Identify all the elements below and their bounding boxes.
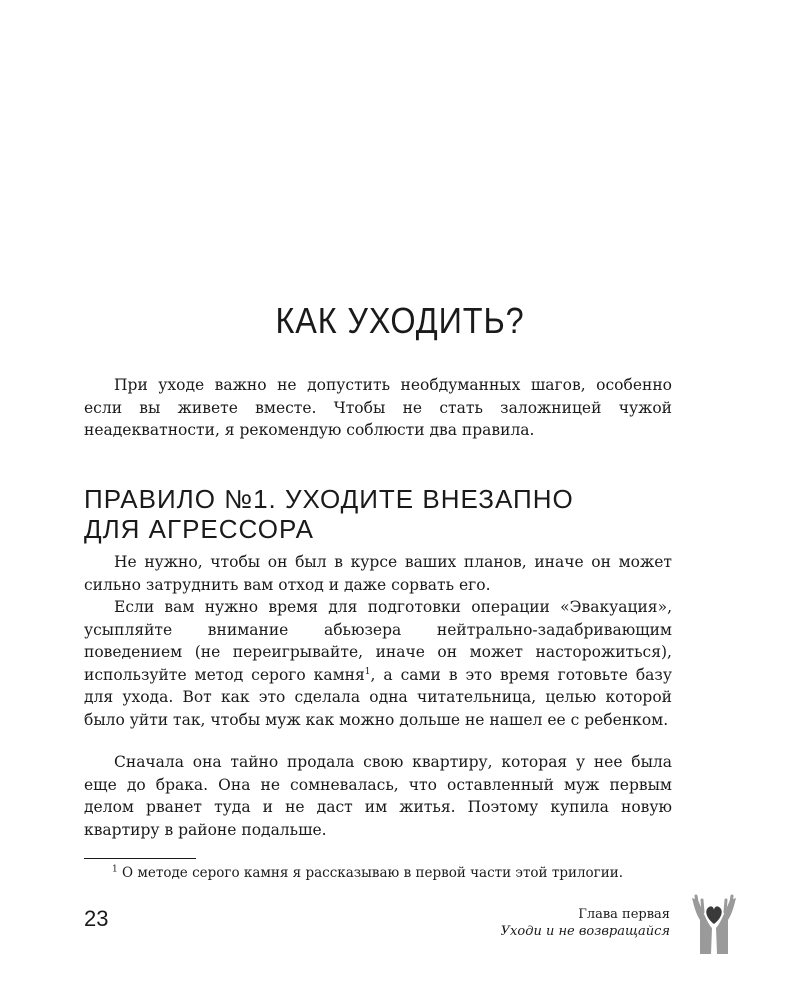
section-heading bbox=[84, 484, 684, 544]
body-paragraph-3: Сначала она тайно продала свою квартиру, которая у нее была еще до брака. Она не сомневалась, что оставленный муж первым делом рванет туда и не даст им житья. Поэтому купила новую квартиру в районе подальше. bbox=[84, 753, 672, 839]
section-heading-line-2: ДЛЯ АГРЕССОРА bbox=[84, 514, 314, 544]
footnote-reference[interactable]: 1 bbox=[364, 666, 371, 677]
footnote bbox=[112, 864, 623, 882]
paragraph-2-text-after: , а сами в это время готовьте базу для ухода. Вот как это сделала одна читательница, целью которой было уйти так, чтобы муж как можно дольше не нашел ее с ребенком. bbox=[84, 665, 672, 729]
chapter-label: Глава первая bbox=[578, 907, 670, 922]
footnote-text: О методе серого камня я рассказываю в первой части этой трилогии. bbox=[117, 865, 624, 881]
section-heading-line-1: ПРАВИЛО №1. УХОДИТЕ ВНЕЗАПНО bbox=[84, 484, 574, 514]
paragraph-2-text-before: Если вам нужно время для подготовки операции «Эвакуация», усыпляйте внимание абьюзера нейтрально-задабривающим поведением (не переигрывайте, иначе он может насторожиться), используйте метод серого камня bbox=[84, 598, 672, 684]
hands-heart-icon bbox=[686, 892, 742, 956]
page-number: 23 bbox=[84, 906, 109, 931]
intro-paragraph: При уходе важно не допустить необдуманных шагов, особенно если вы живете вместе. Чтобы не стать заложницей чужой неадекватности, я рекомендую соблюсти два правила. bbox=[84, 376, 672, 439]
footnote-mark: 1 bbox=[112, 864, 118, 875]
running-header bbox=[501, 906, 670, 940]
footnote-divider bbox=[84, 858, 196, 859]
body-paragraph-1: Не нужно, чтобы он был в курсе ваших планов, иначе он может сильно затруднить вам отход и даже сорвать его. bbox=[84, 553, 672, 594]
page-title: КАК УХОДИТЬ? bbox=[275, 300, 525, 341]
book-subtitle: Уходи и не возвращайся bbox=[500, 924, 670, 939]
body-paragraph-2 bbox=[84, 596, 672, 731]
